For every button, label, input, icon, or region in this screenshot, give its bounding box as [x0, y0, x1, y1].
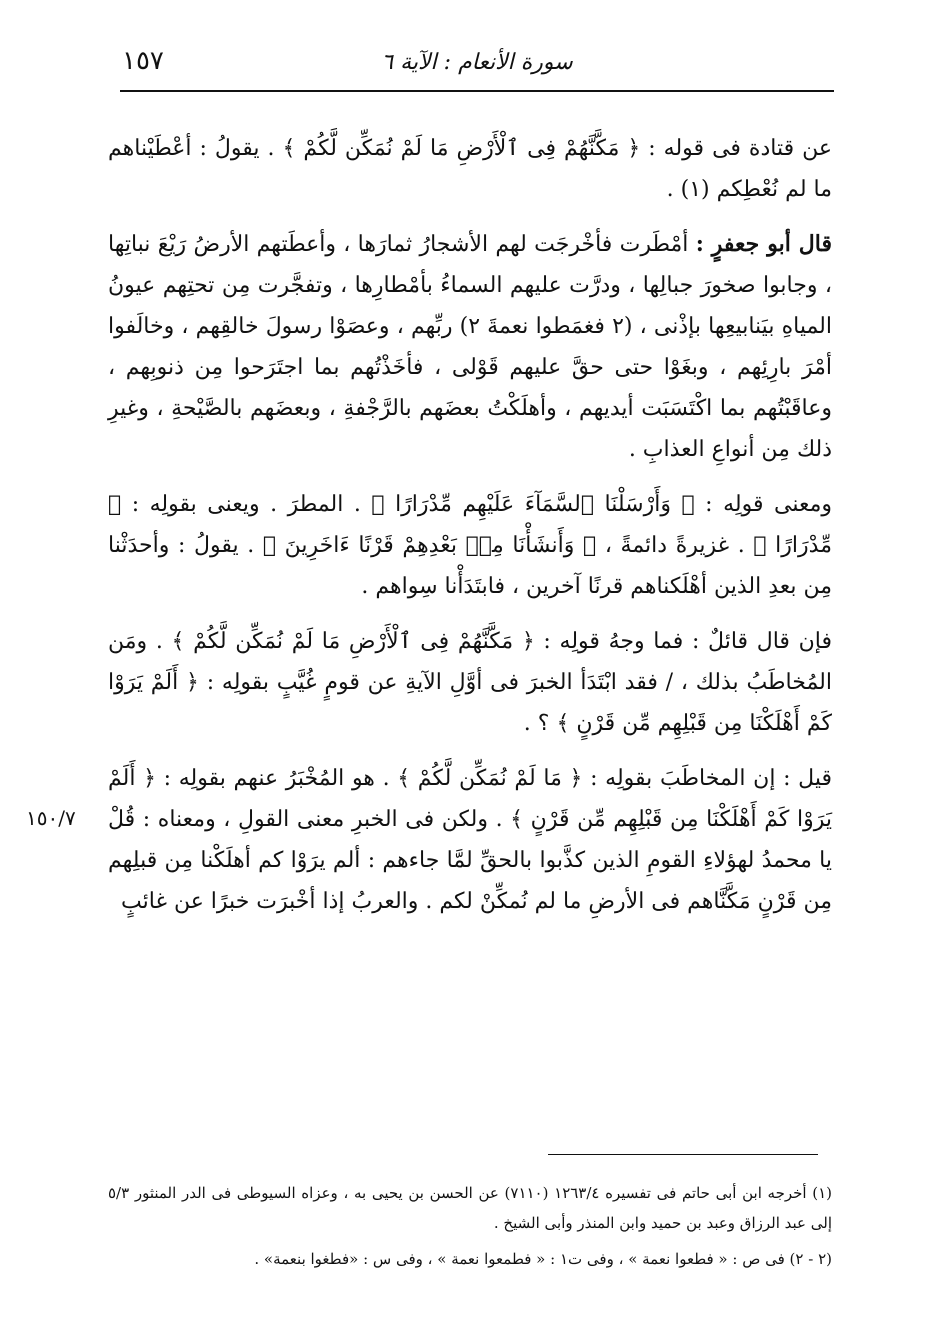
paragraph-2 — [108, 224, 832, 470]
footnotes — [108, 1178, 832, 1280]
paragraph-1 — [108, 128, 832, 210]
page-number: ١٥٧ — [122, 46, 164, 76]
paragraph-lead: قال أبو جعفرٍ : — [695, 231, 832, 257]
margin-reference: ١٥٠/٧ — [26, 806, 76, 830]
paragraph-text: عن قتادة فى قوله : ﴿ مَكَّنَّهُمْ فِى ٱلْأَرْضِ مَا لَمْ نُمَكِّن لَّكُمْ ﴾ . يقولُ : أعْطَيْناهم ما لم نُعْطِكم (١) . — [108, 136, 832, 202]
footnote-1: (١) أخرجه ابن أبى حاتم فى تفسيره ١٢٦٣/٤ (٧١١٠) عن الحسن بن يحيى به ، وعزاه السيوطى فى الدر المنثور ٥/٣ إلى عبد الرزاق وعبد بن حميد وابن المنذر وأبى الشيخ . — [108, 1184, 832, 1232]
paragraph-text: ومعنى قولِه : ﴿ وَأَرْسَلْنَا ٱلسَّمَآءَ عَلَيْهِم مِّدْرَارًا ﴾ . المطرَ . ويعنى بقولِه : ﴿ مِّدْرَارًا ﴾ . غزيرةً دائمةً ، ﴿ وَأَنشَأْنَا مِنۢ بَعْدِهِمْ قَرْنًا ءَاخَرِينَ ﴾ . يقولُ : وأحدَثْنا مِن بعدِ الذين أهْلَكناهم قرنًا آخرين ، فابتَدَأْنا سِواهم . — [108, 492, 832, 599]
header-divider — [120, 90, 834, 92]
main-text — [108, 128, 832, 936]
paragraph-text: فإن قال قائلٌ : فما وجهُ قولِه : ﴿ مَكَّنَّهُمْ فِى ٱلْأَرْضِ مَا لَمْ نُمَكِّن لَّكُمْ ﴾ . ومَن المُخاطَبُ بذلك ، / فقد ابْتَدَأ الخبرَ فى أوَّلِ الآيةِ عن قومٍ غُيَّبٍ بقولِه : ﴿ أَلَمْ يَرَوْا كَمْ أَهْلَكْنَا مِن قَبْلِهِم مِّن قَرْنٍ ﴾ ؟ . — [108, 629, 832, 736]
paragraph-3 — [108, 484, 832, 607]
footnote-2: (٢ - ٢) فى ص : « فطعوا نعمة » ، وفى ت١ : « فطمعوا نعمة » ، وفى س : «فطغوا بنعمة» . — [254, 1250, 832, 1268]
paragraph-5 — [108, 758, 832, 922]
footnote-divider — [548, 1154, 818, 1155]
page-header — [122, 40, 832, 90]
running-title: سورة الأنعام : الآية ٦ — [381, 50, 573, 75]
paragraph-4 — [108, 621, 832, 744]
paragraph-text: أمْطَرت فأخْرجَت لهم الأشجارُ ثمارَها ، وأعطَتهم الأرضُ رَيْعَ نباتِها ، وجابوا صخورَ جبالِها ، ودرَّت عليهم السماءُ بأمْطارِها ، وتفجَّرت مِن تحتِهم عيونُ المياهِ بيَنابيعِها بإذْنى ، (٢ فغمَطوا نعمةَ ٢) ربِّهم ، وعصَوْا رسولَ خالقِهم ، وخالَفوا أمْرَ بارِئِهم ، وبغَوْا حتى حقَّ عليهم قَوْلى ، فأخَذْتُهم بما اجتَرَحوا مِن ذنوبِهم ، وعاقَبْتُهم بما اكْتَسَبَت أيديهم ، وأهلَكْتُ بعضَهم بالرَّجْفةِ ، وبعضَهم بالصَّيْحةِ ، وغيرِ ذلك مِن أنواعِ العذابِ . — [108, 232, 832, 462]
paragraph-text: قيل : إن المخاطَبَ بقولِه : ﴿ مَا لَمْ نُمَكِّن لَّكُمْ ﴾ . هو المُخْبَرُ عنهم بقولِه : ﴿ أَلَمْ يَرَوْا كَمْ أَهْلَكْنَا مِن قَبْلِهِم مِّن قَرْنٍ ﴾ . ولكن فى الخبرِ معنى القولِ ، ومعناه : قُلْ يا محمدُ لهؤلاءِ القومِ الذين كذَّبوا بالحقِّ لمَّا جاءهم : ألم يرَوْا كم أهلَكْنا مِن قبلِهم مِن قَرْنٍ مَكَّنَّاهم فى الأرضِ ما لم نُمكِّنْ لكم . والعربُ إذا أخْبرَت خبرًا عن غائبٍ — [108, 766, 832, 914]
